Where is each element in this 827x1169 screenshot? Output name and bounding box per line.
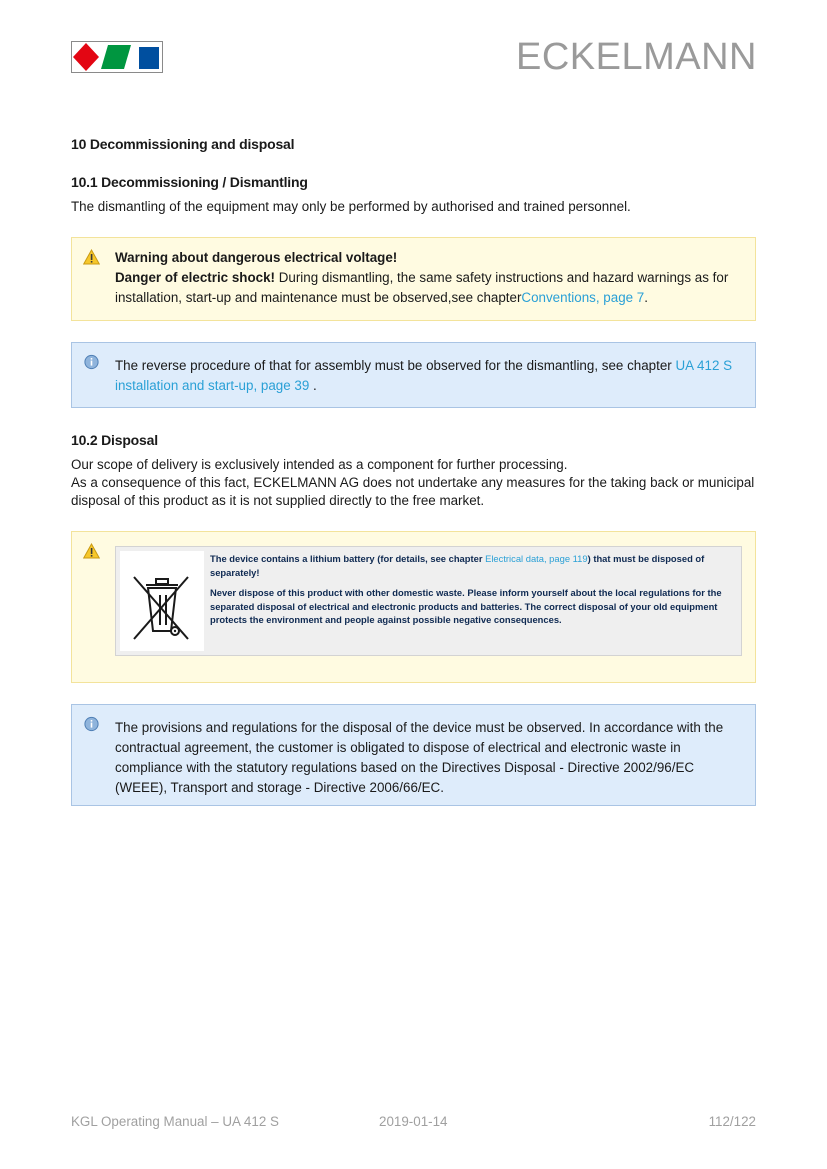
warning-heading: Warning about dangerous electrical voltage! bbox=[115, 250, 398, 265]
footer-date: 2019-01-14 bbox=[379, 1114, 448, 1129]
battery-disposal-panel bbox=[115, 546, 742, 656]
danger-text: During dismantling, the same safety instructions and hazard warnings as for installation, start-up and maintenance must be observed,see chapter bbox=[115, 270, 729, 305]
installation-link[interactable]: UA 412 S installation and start-up, page 39 bbox=[115, 358, 733, 393]
disposal-info-text: The provisions and regulations for the disposal of the device must be observed. In accordance with the contractual agreement, the customer is obligated to dispose of electrical and electronic waste in compliance with the statutory regulations based on the Directives Disposal - Directive 2002/96/EC (WEEE), Transport and storage - Directive 2006/66/EC. bbox=[115, 720, 724, 795]
battery-warning-box bbox=[71, 531, 756, 683]
disposal-text-2: As a consequence of this fact, ECKELMANN AG does not undertake any measures for the taking back or municipal disposal of this product as it is not supplied directly to the free market. bbox=[71, 475, 755, 508]
battery-note-end: ) that must be disposed of separately! bbox=[210, 553, 705, 578]
danger-label: Danger of electric shock! bbox=[115, 270, 275, 285]
section-10-heading: 10 Decommissioning and disposal bbox=[71, 136, 295, 152]
warning-triangle-icon bbox=[83, 543, 100, 559]
electrical-data-link[interactable]: Electrical data, page 119 bbox=[485, 553, 588, 564]
dismantling-text: The dismantling of the equipment may only be performed by authorised and trained personnel. bbox=[71, 199, 631, 214]
battery-note bbox=[210, 552, 738, 579]
info-circle-icon bbox=[83, 354, 100, 370]
footer-page-number: 112/122 bbox=[708, 1114, 756, 1129]
dismantling-info-end: . bbox=[309, 378, 317, 393]
disposal-text-1: Our scope of delivery is exclusively intended as a component for further processing. bbox=[71, 457, 568, 472]
footer-manual-title: KGL Operating Manual – UA 412 S bbox=[71, 1114, 279, 1129]
battery-disposal-text bbox=[210, 552, 738, 634]
dismantling-info-box bbox=[71, 342, 756, 408]
battery-note-start: The device contains a lithium battery (for details, see chapter bbox=[210, 553, 486, 564]
eckelmann-logo bbox=[71, 41, 163, 73]
warning-triangle-icon bbox=[83, 249, 100, 265]
section-10-1-heading: 10.1 Decommissioning / Dismantling bbox=[71, 174, 308, 190]
conventions-link[interactable]: Conventions, page 7 bbox=[521, 290, 645, 305]
domestic-waste-note: Never dispose of this product with other domestic waste. Please inform yourself about the local regulations for the separated disposal of electrical and electronic products and batteries. The correct disposal of your old equipment protects the environment and people against possible negative consequences. bbox=[210, 587, 722, 625]
section-10-2-heading: 10.2 Disposal bbox=[71, 432, 158, 448]
page-content bbox=[71, 136, 756, 806]
dismantling-info-text: The reverse procedure of that for assembly must be observed for the dismantling, see chapter bbox=[115, 358, 676, 373]
danger-end: . bbox=[644, 290, 648, 305]
electrical-warning-box bbox=[71, 237, 756, 321]
warning-body bbox=[115, 268, 735, 308]
brand-name: ECKELMANN bbox=[516, 36, 757, 78]
disposal-info-box bbox=[71, 704, 756, 806]
info-circle-icon bbox=[83, 716, 100, 732]
crossed-out-wheelie-bin-icon bbox=[120, 551, 204, 651]
